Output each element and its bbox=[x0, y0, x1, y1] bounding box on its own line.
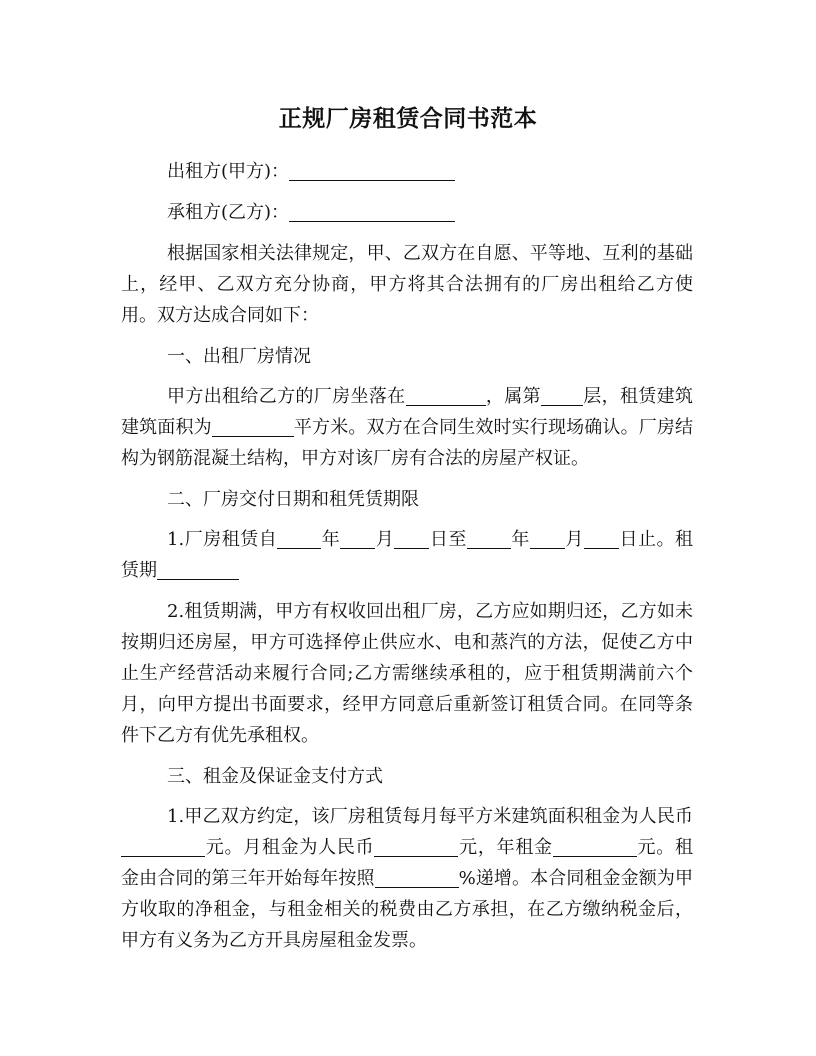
lessee-label: 承租方(乙方)： bbox=[167, 202, 290, 223]
lessee-blank[interactable] bbox=[289, 201, 455, 222]
section-2-heading: 二、厂房交付日期和租凭赁期限 bbox=[167, 489, 419, 510]
section-3-text-d: 元。租金由合同的第三年开始每年按照 bbox=[121, 837, 694, 889]
monthly-rent-blank[interactable] bbox=[374, 836, 458, 857]
section-1-text-b: ，属第 bbox=[485, 386, 541, 407]
section-1-paragraph bbox=[121, 381, 693, 474]
lessor-line bbox=[121, 156, 693, 187]
day-end-label: 日止。租赁期 bbox=[121, 529, 693, 581]
section-3-text-b: 元。月租金为人民币 bbox=[205, 837, 375, 858]
year-label: 年 bbox=[321, 529, 341, 550]
section-3-text-e: %递增。本合同租金金额为甲方收取的净租金，与租金相关的税费由乙方承担，在乙方缴纳税金后，甲方有义务为乙方开具房屋租金发票。 bbox=[121, 868, 693, 951]
end-day-blank[interactable] bbox=[584, 528, 619, 549]
location-blank[interactable] bbox=[406, 385, 486, 406]
section-3-heading: 三、租金及保证金支付方式 bbox=[167, 766, 383, 787]
day-to-label: 日至 bbox=[429, 529, 467, 550]
floor-blank[interactable] bbox=[541, 385, 583, 406]
end-month-blank[interactable] bbox=[530, 528, 565, 549]
section-3-text-a: 1.甲乙双方约定，该厂房租赁每月每平方米建筑面积租金为人民币 bbox=[167, 806, 693, 827]
month-label: 月 bbox=[564, 529, 584, 550]
area-blank[interactable] bbox=[212, 416, 294, 437]
start-month-blank[interactable] bbox=[340, 528, 375, 549]
section-1-text-c: 层，租赁建筑建筑面积为 bbox=[121, 386, 694, 438]
lessor-label: 出租方(甲方)： bbox=[167, 161, 290, 182]
document-body bbox=[121, 156, 693, 966]
document-title: 正规厂房租赁合同书范本 bbox=[278, 106, 538, 132]
year-label: 年 bbox=[510, 529, 530, 550]
lessor-blank[interactable] bbox=[289, 160, 455, 181]
section-3-paragraph bbox=[121, 801, 693, 956]
start-day-blank[interactable] bbox=[394, 528, 429, 549]
preamble-paragraph: 根据国家相关法律规定，甲、乙双方在自愿、平等地、互利的基础上，经甲、乙双方充分协商，甲方将其合法拥有的厂房出租给乙方使用。双方达成合同如下： bbox=[121, 243, 693, 326]
month-label: 月 bbox=[375, 529, 395, 550]
lease-term-blank[interactable] bbox=[157, 559, 239, 580]
section-1-text-a: 甲方出租给乙方的厂房坐落在 bbox=[167, 386, 406, 407]
unit-rent-blank[interactable] bbox=[121, 836, 205, 857]
section-2-clause-1 bbox=[121, 524, 693, 586]
start-year-blank[interactable] bbox=[277, 528, 321, 549]
section-1-heading: 一、出租厂房情况 bbox=[167, 346, 311, 367]
section-3-text-c: 元，年租金 bbox=[458, 837, 553, 858]
section-1-text-d: 平方米。双方在合同生效时实行现场确认。厂房结构为钢筋混凝土结构，甲方对该厂房有合法的房屋产权证。 bbox=[121, 417, 694, 469]
clause-1-text: 1.厂房租赁自 bbox=[167, 529, 278, 550]
increase-rate-blank[interactable] bbox=[375, 867, 459, 888]
annual-rent-blank[interactable] bbox=[553, 836, 637, 857]
section-2-clause-2: 2.租赁期满，甲方有权收回出租厂房，乙方应如期归还，乙方如未按期归还房屋，甲方可选择停止供应水、电和蒸汽的方法，促使乙方中止生产经营活动来履行合同;乙方需继续承租的，应于租赁期满前六个月，向甲方提出书面要求，经甲方同意后重新签订租赁合同。在同等条件下乙方有优先承租权。 bbox=[121, 601, 693, 746]
end-year-blank[interactable] bbox=[467, 528, 511, 549]
lessee-line bbox=[121, 197, 693, 228]
